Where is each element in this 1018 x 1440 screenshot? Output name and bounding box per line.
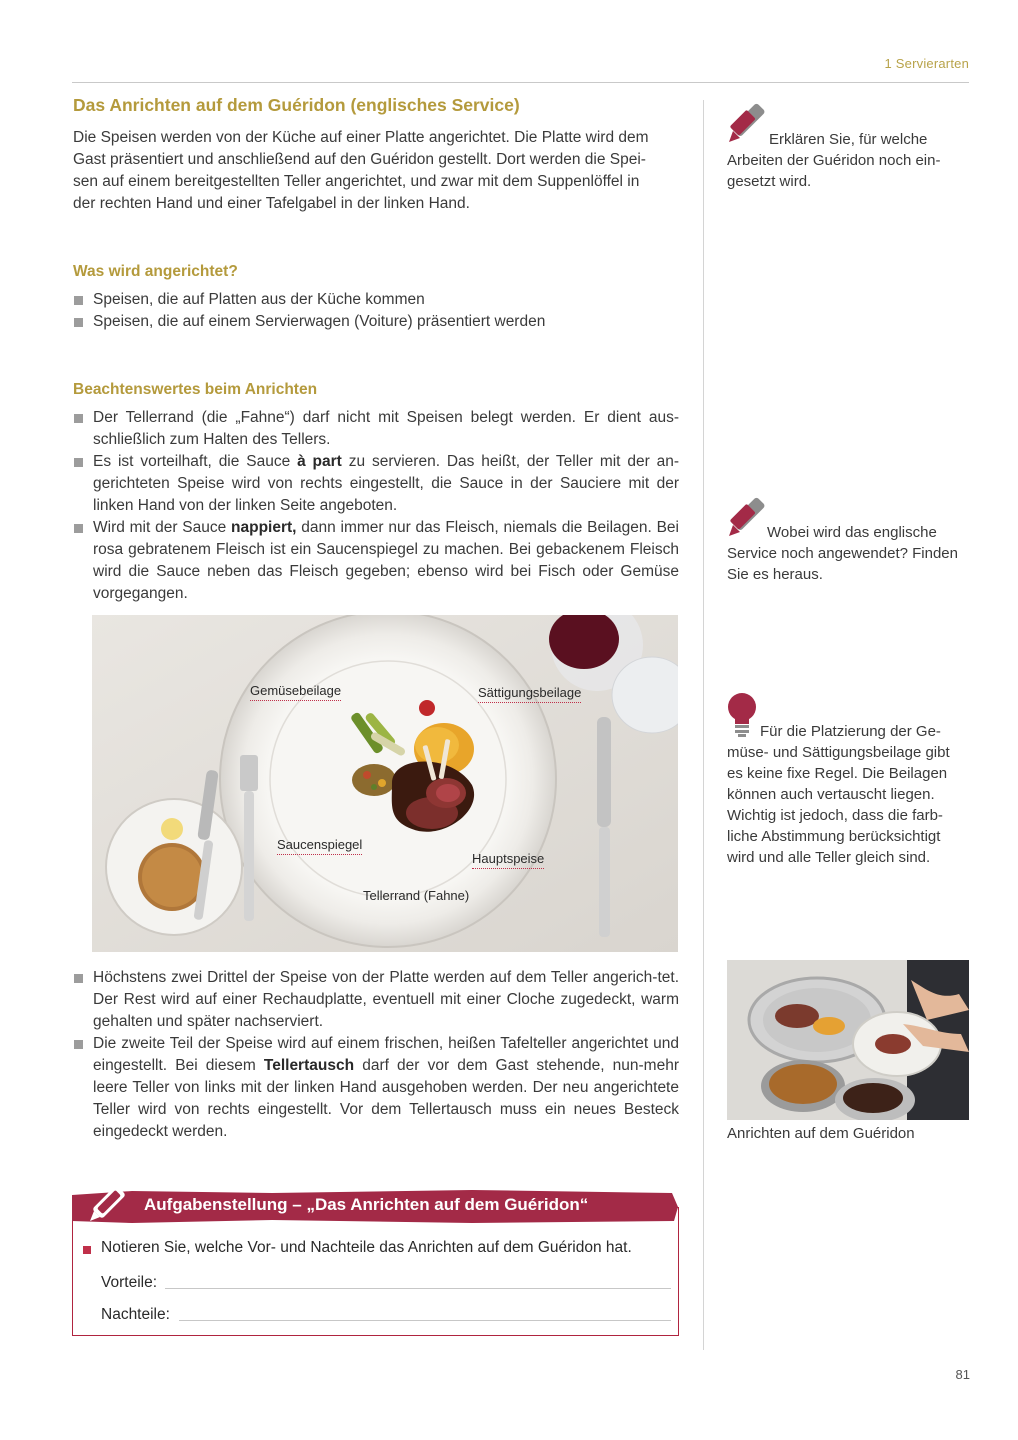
- notes-list: [73, 407, 679, 605]
- note-text: Wobei wird das englische Service noch angewendet? Finden Sie es heraus.: [727, 524, 958, 583]
- gueridon-illustration: [727, 960, 969, 1120]
- cons-label: Nachteile:: [101, 1306, 170, 1323]
- page-number: 81: [955, 1367, 970, 1382]
- intro-paragraph: [73, 127, 679, 215]
- list-item: Speisen, die auf Platten aus der Küche kommen: [73, 289, 679, 311]
- photo-caption: Anrichten auf dem Guéridon: [727, 1125, 915, 1142]
- label-sauce-mirror: Saucenspiegel: [277, 837, 362, 855]
- intro-line: sen auf einem bereitgestellten Teller angerichtet, und zwar mit dem Suppenlöffel in: [73, 173, 640, 190]
- cons-answer-line[interactable]: [179, 1320, 671, 1321]
- header-divider: [72, 82, 969, 83]
- intro-line: der rechten Hand und einer Tafelgabel in der linken Hand.: [73, 195, 470, 212]
- plate-photo: [92, 615, 678, 952]
- task-box: [72, 1207, 679, 1336]
- label-starch-side: Sättigungsbeilage: [478, 685, 581, 703]
- label-plate-rim: Tellerrand (Fahne): [363, 888, 470, 903]
- what-list: [73, 289, 679, 333]
- item-text: dann immer nur das Fleisch, niemals die Beilagen. Bei rosa gebratenem Fleisch ist ein Saucenspiegel zu machen. Bei gebackenem Fleisch wird die Sauce neben das Fleisch gegeben; ebenso wird bei Fisch oder Gemüse vorgegangen.: [93, 519, 679, 602]
- note-text: Erklären Sie, für welche Arbeiten der Guéridon noch ein-gesetzt wird.: [727, 131, 941, 190]
- item-bold-term: à part: [297, 453, 342, 470]
- task-title: Aufgabenstellung – „Das Anrichten auf dem Guéridon“: [144, 1195, 589, 1214]
- task-banner: [72, 1187, 678, 1225]
- pros-label: Vorteile:: [101, 1274, 158, 1291]
- pros-answer-line[interactable]: [165, 1288, 671, 1289]
- pen-icon: [84, 1181, 134, 1227]
- item-text: Die zweite Teil der Speise wird auf einem frischen, heißen Tafelteller angerichtet und eingestellt. Bei diesem: [93, 1035, 679, 1074]
- tip-text: Für die Platzierung der Ge-müse- und Sättigungsbeilage gibt es keine fixe Regel. Die Beilagen können auch vertauscht liegen. Wichtig ist jedoch, dass die farb-liche Abstimmung berücksichtigt wird und alle Teller gleich sind.: [727, 723, 950, 866]
- sidebar-note-2: [727, 522, 969, 585]
- section-heading-what: Was wird angerichtet?: [73, 263, 238, 280]
- list-item: Der Tellerrand (die „Fahne“) darf nicht mit Speisen belegt werden. Er dient aus-schließlich zum Halten des Tellers.: [73, 407, 679, 451]
- task-bullet: [83, 1246, 91, 1254]
- list-item: [73, 451, 679, 517]
- item-text: Es ist vorteilhaft, die Sauce: [93, 453, 298, 470]
- item-bold-term: Tellertausch: [263, 1057, 355, 1074]
- list-item: [73, 517, 679, 605]
- page-title: Das Anrichten auf dem Guéridon (englisches Service): [73, 95, 520, 115]
- item-bold-term: nappiert,: [231, 519, 297, 536]
- item-text: zu servieren. Das heißt, der Teller mit der an-gerichteten Speise wird von rechts eingestellt, die Sauce in der Sauciere mit der linken Hand von der linken Seite angeboten.: [93, 453, 680, 514]
- list-item: Höchstens zwei Drittel der Speise von der Platte werden auf dem Teller angerich-tet. Der Rest wird auf einer Rechaudplatte, eventuell mit einer Cloche zugedeckt, warm gehalten und später nachserviert.: [73, 967, 679, 1033]
- intro-line: Gast präsentiert und anschließend auf den Guéridon gestellt. Dort werden die Spei-: [73, 151, 646, 168]
- item-text: Wird mit der Sauce: [93, 519, 232, 536]
- list-item: [73, 1033, 679, 1143]
- sidebar-note-1: [727, 129, 969, 192]
- label-main-dish: Hauptspeise: [472, 851, 544, 869]
- gueridon-photo: [727, 960, 969, 1120]
- serving-list: [73, 967, 679, 1143]
- running-header: 1 Servierarten: [884, 56, 969, 71]
- list-item: Speisen, die auf einem Servierwagen (Voiture) präsentiert werden: [73, 311, 679, 333]
- section-heading-notes: Beachtenswertes beim Anrichten: [73, 381, 318, 398]
- column-divider: [703, 100, 704, 1350]
- intro-line: Die Speisen werden von der Küche auf einer Platte angerichtet. Die Platte wird dem: [73, 129, 649, 146]
- item-text: darf der vor dem Gast stehende, nun-mehr leere Teller von links mit der linken Hand ausgehoben werden. Der neu angerichtete Teller wird von rechts eingestellt. Vor dem Tellertausch muss ein neues Besteck eingedeckt werden.: [93, 1057, 679, 1140]
- task-instruction: Notieren Sie, welche Vor- und Nachteile das Anrichten auf dem Guéridon hat.: [101, 1239, 632, 1256]
- sidebar-tip: [727, 721, 969, 868]
- label-vegetable-side: Gemüsebeilage: [250, 683, 341, 701]
